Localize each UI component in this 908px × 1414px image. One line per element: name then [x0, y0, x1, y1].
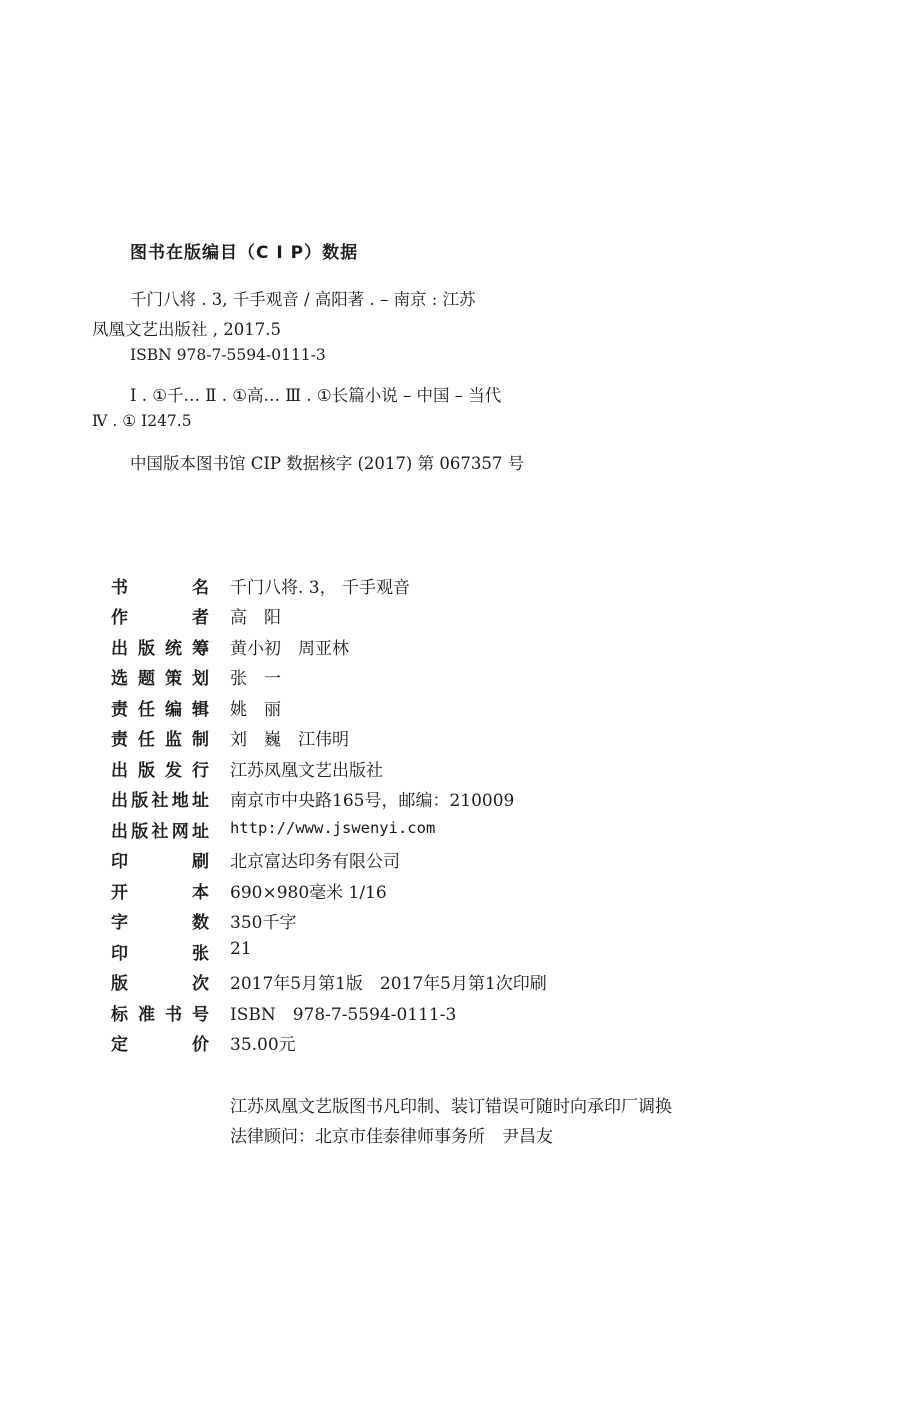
- info-value: 刘 巍 江伟明: [230, 730, 349, 750]
- info-row-website: [111, 817, 751, 847]
- info-value: 690×980毫米 1/16: [230, 883, 387, 903]
- info-value: 高 阳: [230, 608, 281, 628]
- info-row-coordinator: [111, 634, 751, 664]
- info-row-address: [111, 786, 751, 816]
- info-label: 字数: [111, 913, 209, 933]
- info-row-editor: [111, 695, 751, 725]
- cip-classification: Ⅰ . ①千… Ⅱ . ①高… Ⅲ . ①长篇小说 – 中国 – 当代: [130, 386, 502, 405]
- cip-line-publisher: 凤凰文艺出版社 , 2017.5: [92, 320, 281, 339]
- info-label: 定价: [111, 1035, 209, 1055]
- cip-classification-code: Ⅳ . ① I247.5: [92, 412, 192, 430]
- info-value: 黄小初 周亚林: [230, 639, 349, 659]
- info-label: 出版统筹: [111, 639, 209, 659]
- info-value: http://www.jswenyi.com: [230, 819, 436, 837]
- cip-line-title: 千门八将 . 3, 千手观音 / 高阳著 . – 南京 : 江苏: [130, 290, 476, 309]
- info-row-supervisor: [111, 725, 751, 755]
- info-label: 版次: [111, 974, 209, 994]
- info-value: 北京富达印务有限公司: [230, 852, 400, 872]
- info-label: 标准书号: [111, 1005, 209, 1025]
- info-value: 千门八将. 3， 千手观音: [230, 578, 411, 598]
- info-value: 南京市中央路165号，邮编：210009: [230, 791, 515, 811]
- cip-record-number: 中国版本图书馆 CIP 数据核字 (2017) 第 067357 号: [130, 454, 525, 473]
- info-label: 出版社网址: [111, 822, 209, 842]
- footer-legal-counsel: 法律顾问：北京市佳泰律师事务所 尹昌友: [230, 1127, 553, 1147]
- info-label: 责任监制: [111, 730, 209, 750]
- info-label: 出版社地址: [111, 791, 209, 811]
- info-label: 印刷: [111, 852, 209, 872]
- info-value: ISBN 978-7-5594-0111-3: [230, 1005, 457, 1025]
- info-row-edition: [111, 969, 751, 999]
- info-value: 2017年5月第1版 2017年5月第1次印刷: [230, 974, 547, 994]
- info-label: 作者: [111, 608, 209, 628]
- info-row-printer: [111, 847, 751, 877]
- info-label: 责任编辑: [111, 700, 209, 720]
- cip-isbn: ISBN 978-7-5594-0111-3: [130, 346, 326, 364]
- info-row-sheets: [111, 939, 751, 969]
- info-label: 出版发行: [111, 761, 209, 781]
- cip-title: 图书在版编目（C I P）数据: [130, 243, 359, 263]
- info-row-isbn: [111, 1000, 751, 1030]
- info-label: 选题策划: [111, 669, 209, 689]
- info-value: 35.00元: [230, 1035, 296, 1055]
- info-value: 张 一: [230, 669, 281, 689]
- info-label: 开本: [111, 883, 209, 903]
- info-row-price: [111, 1030, 751, 1060]
- info-value: 21: [230, 939, 252, 959]
- info-label: 印张: [111, 944, 209, 964]
- info-row-word-count: [111, 908, 751, 938]
- info-row-distributor: [111, 756, 751, 786]
- info-row-author: [111, 603, 751, 633]
- info-row-planner: [111, 664, 751, 694]
- footer-notice: 江苏凤凰文艺版图书凡印制、装订错误可随时向承印厂调换: [230, 1097, 672, 1117]
- info-row-title: [111, 573, 751, 603]
- info-label: 书名: [111, 578, 209, 598]
- info-row-format: [111, 878, 751, 908]
- info-value: 350千字: [230, 913, 297, 933]
- info-value: 姚 丽: [230, 700, 281, 720]
- info-value: 江苏凤凰文艺出版社: [230, 761, 383, 781]
